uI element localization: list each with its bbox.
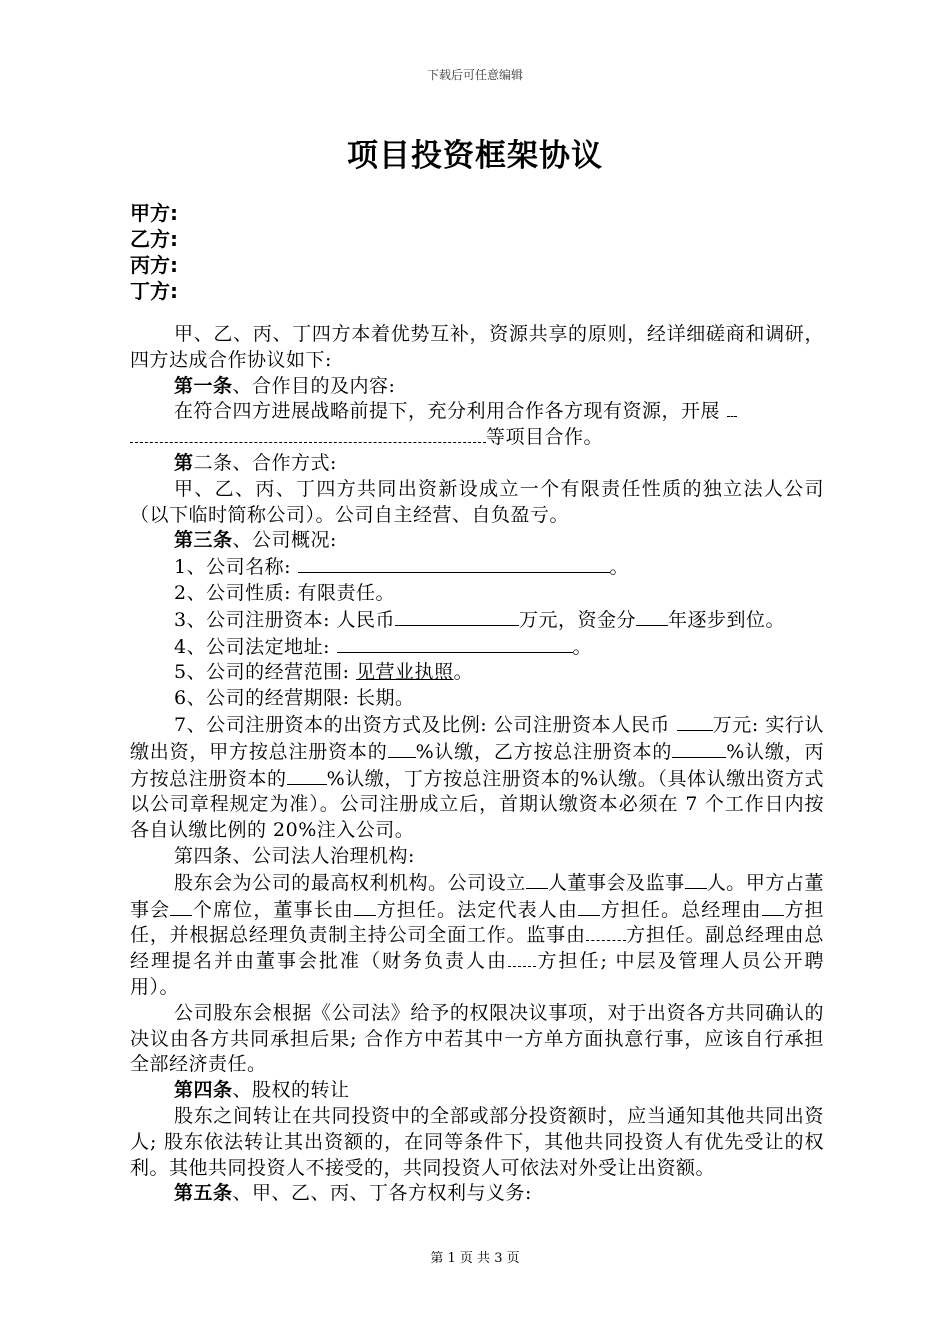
article-6-title: 、甲、乙、丙、丁各方权利与义务:: [232, 1182, 532, 1205]
item-7-d: %认缴，丙方按总注册资本的: [130, 740, 824, 790]
article-2-label: 第: [174, 451, 194, 474]
blank-line: [677, 712, 713, 731]
gov-text-h: 方担任。副总经理由总经理提名并由董事会批准（财务负责人由: [130, 924, 824, 973]
party-d: 丁方:: [130, 279, 178, 303]
article-1-label: 第一条: [174, 374, 233, 397]
gov-text-e: 方担任。法定代表人由: [376, 898, 578, 921]
article-4-text: [130, 870, 824, 1001]
item-company-name: [130, 554, 824, 581]
agreement-body: [130, 322, 824, 1207]
intro-paragraph: 甲、乙、丙、丁四方本着优势互补，资源共享的原则，经详细磋商和调研，四方达成合作协议如下:: [130, 323, 824, 371]
gov-text-d: 个席位，董事长由: [192, 898, 354, 921]
item-7-a: 7、公司注册资本的出资方式及比例: 公司注册资本人民币: [174, 713, 670, 736]
article-1-text-b: 等项目合作。: [486, 426, 604, 449]
article-1-text: [130, 399, 824, 451]
article-3-heading: [130, 528, 824, 554]
item-business-term: 6、公司的经营期限: 长期。: [174, 687, 415, 710]
gov-text-c: 人。甲方占董事会: [130, 871, 824, 921]
gov-text-b: 人董事会及监事: [547, 871, 685, 894]
gov-text-a: 股东会为公司的最高权利机构。公司设立: [174, 871, 526, 894]
item-3-a: 3、公司注册资本: 人民币: [174, 608, 396, 631]
blank-line: [672, 739, 726, 758]
article-5-label: 第四条: [174, 1079, 233, 1102]
item-4-label: 4、公司法定地址:: [174, 635, 330, 658]
article-4-heading: 第四条、公司法人治理机构:: [174, 844, 415, 867]
article-6-heading: [130, 1181, 824, 1207]
blank-line: [685, 870, 707, 889]
blank-line: [388, 739, 416, 758]
item-registered-capital: [130, 607, 824, 634]
item-legal-address: [130, 634, 824, 661]
blank-line: [578, 897, 600, 916]
blank-line: [170, 897, 192, 916]
blank-line: [337, 634, 573, 653]
item-5-value: 见营业执照: [356, 661, 454, 684]
page-footer: 第 1 页 共 3 页: [430, 1251, 520, 1266]
blank-dash: [586, 924, 626, 941]
header-note: 下载后可任意编辑: [426, 68, 523, 82]
item-3-b: 万元，资金分: [519, 608, 637, 631]
article-2-title: 二条、合作方式:: [193, 451, 337, 474]
party-b: 乙方:: [130, 227, 178, 251]
parties-block: [130, 200, 178, 304]
blank-dash: [727, 400, 737, 417]
blank-line: [298, 554, 610, 573]
document-title: 项目投资框架协议: [347, 138, 603, 174]
blank-line: [395, 607, 519, 626]
article-6-label: 第五条: [174, 1182, 233, 1205]
item-capital-contribution: [130, 712, 824, 844]
article-1-title: 、合作目的及内容:: [232, 374, 396, 397]
blank-line: [287, 766, 327, 785]
item-3-c: 年逐步到位。: [668, 608, 786, 631]
article-3-label: 第三条: [174, 529, 233, 552]
article-1-text-a: 在符合四方进展战略前提下，充分利用合作各方现有资源，开展: [174, 400, 721, 423]
article-2-heading: [130, 451, 824, 477]
item-4-end: 。: [572, 635, 593, 658]
item-company-type: 2、公司性质: 有限责任。: [174, 581, 396, 604]
article-3-title: 、公司概况:: [232, 529, 337, 552]
blank-line: [636, 607, 668, 626]
party-c: 丙方:: [130, 253, 178, 277]
gov-text-g: 方担任，并根据总经理负责制主持公司全面工作。监事由: [130, 898, 824, 947]
article-5-heading: [130, 1078, 824, 1104]
item-5-label: 5、公司的经营范围:: [174, 661, 350, 684]
article-5-title: 、股权的转让: [232, 1079, 350, 1102]
gov-text-i: 方担任; 中层及管理人员公开聘用）。: [130, 950, 824, 998]
party-a: 甲方:: [130, 201, 178, 225]
item-1-label: 1、公司名称:: [174, 556, 291, 579]
blank-line: [354, 897, 376, 916]
blank-dash: [130, 426, 486, 443]
item-7-e: %认缴，丁方按总注册资本的%认缴。（具体认缴出资方式以公司章程规定为准）。公司注册成立后，首期认缴资本必须在 7 个工作日内按各自认缴比例的 20%注入公司。: [130, 767, 824, 842]
blank-dash: [508, 950, 536, 967]
item-5-end: 。: [453, 661, 474, 684]
gov-text-f: 方担任。总经理由: [599, 898, 762, 921]
article-2-text: 甲、乙、丙、丁四方共同出资新设成立一个有限责任性质的独立法人公司（以下临时简称公司）。公司自主经营、自负盈亏。: [130, 477, 824, 526]
item-7-b: 万元: 实行认缴出资，甲方按总注册资本的: [130, 713, 824, 763]
item-1-end: 。: [609, 556, 630, 579]
article-5-text: 股东之间转让在共同投资中的全部或部分投资额时，应当通知其他共同出资人; 股东依法转让其出资额的，在同等条件下，其他共同投资人有优先受让的权利。其他共同投资人不接受的，共同投资人可依法对外受让出资额。: [130, 1104, 824, 1179]
article-4-paragraph-2: 公司股东会根据《公司法》给予的权限决议事项，对于出资各方共同确认的决议由各方共同承担后果; 合作方中若其中一方单方面执意行事，应该自行承担全部经济责任。: [130, 1001, 824, 1076]
item-business-scope: [130, 660, 824, 686]
article-1-heading: [130, 374, 824, 400]
blank-line: [762, 897, 784, 916]
item-7-c: %认缴，乙方按总注册资本的: [415, 740, 673, 763]
blank-line: [526, 870, 548, 889]
